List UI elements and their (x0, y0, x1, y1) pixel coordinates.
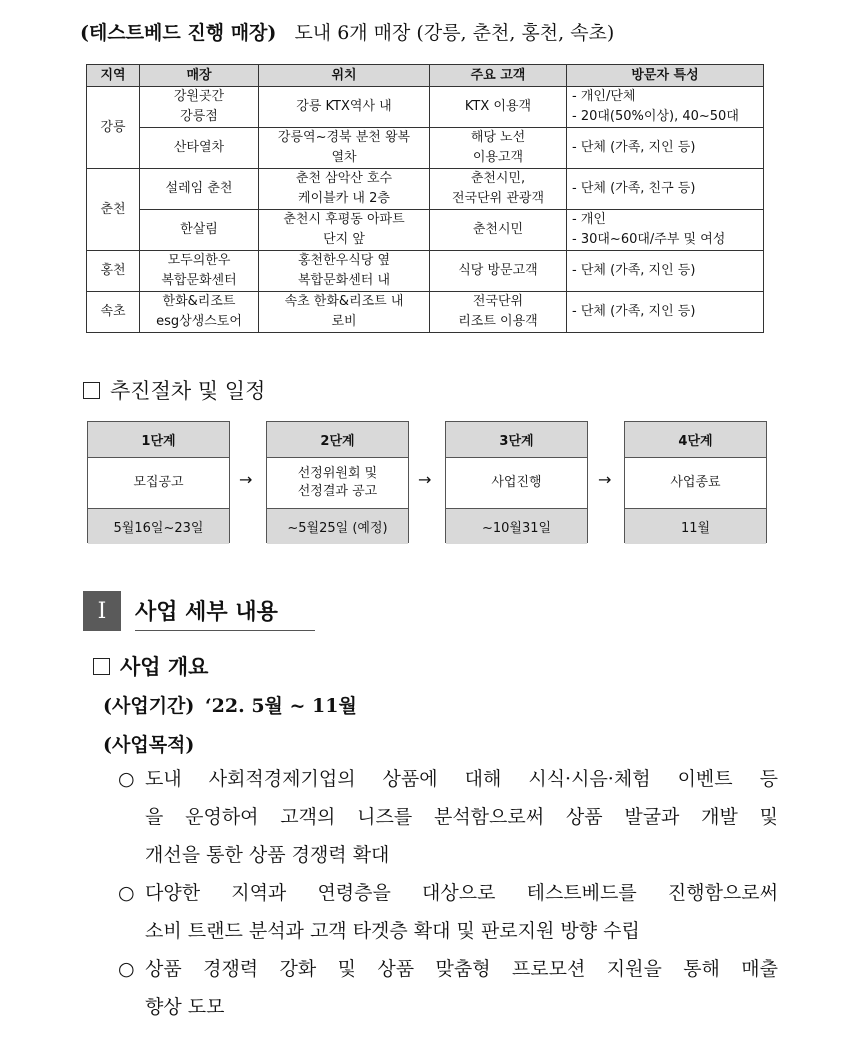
step-stage: 1단계 (88, 422, 229, 458)
location-text-2: 단지 앞 (323, 232, 365, 247)
flow-step-4 (624, 421, 767, 543)
overview-title-text: 사업 개요 (120, 654, 209, 679)
bullet-line: 소비 트랜드 분석과 고객 타겟층 확대 및 판로지원 방향 수립 (145, 920, 640, 942)
store-cell (140, 292, 259, 333)
location-cell (259, 292, 430, 333)
bullet-line: 다양한 지역과 연령층을 대상으로 테스트베드를 진행함으로써 (145, 882, 778, 904)
customer-cell (430, 128, 567, 169)
store-cell (140, 87, 259, 128)
step-task (625, 458, 766, 509)
arrow-right-icon: → (598, 470, 612, 489)
circle-bullet-icon: ○ (118, 958, 135, 980)
step-stage: 3단계 (446, 422, 587, 458)
customer-cell (430, 292, 567, 333)
location-cell (259, 128, 430, 169)
location-text-2: 복합문화센터 내 (297, 273, 391, 288)
header-location: 위치 (259, 65, 430, 87)
customer-text-2: 이용고객 (472, 150, 524, 165)
customer-text: 해당 노선 (470, 130, 526, 145)
customer-text: 춘천시민, (470, 171, 526, 186)
arrow-right-icon: → (418, 470, 432, 489)
circle-bullet-icon: ○ (118, 882, 135, 904)
overview-title (93, 651, 208, 681)
step-date: ~10월31일 (446, 509, 587, 544)
step-stage: 4단계 (625, 422, 766, 458)
store-cell (140, 251, 259, 292)
location-text-2: 로비 (331, 314, 357, 329)
step-task (446, 458, 587, 509)
step-task (267, 458, 408, 509)
region-cell: 강릉 (87, 87, 140, 169)
location-cell (259, 210, 430, 251)
section-number-badge: Ⅰ (83, 591, 121, 631)
visitor-text: - 단체 (가족, 친구 등) (572, 181, 696, 196)
period-value: ‘22. 5월 ~ 11월 (205, 695, 357, 717)
store-name: 한살림 (180, 222, 218, 237)
store-name: 강원곳간 (173, 89, 225, 104)
bullet-line: 을 운영하여 고객의 니즈를 분석함으로써 상품 발굴과 개발 및 (145, 806, 778, 828)
step-stage: 2단계 (267, 422, 408, 458)
header-visitor: 방문자 특성 (567, 65, 764, 87)
table-row (87, 251, 764, 292)
table-row (87, 169, 764, 210)
location-text-2: 열차 (331, 150, 357, 165)
step-date: ~5월25일 (예정) (267, 509, 408, 544)
table-row (87, 128, 764, 169)
step-date: 5월16일~23일 (88, 509, 229, 544)
visitor-cell (567, 251, 764, 292)
store-name: 산타열차 (173, 140, 225, 155)
location-cell (259, 169, 430, 210)
step-task-text: 모집공고 (133, 475, 184, 490)
visitor-text: - 개인/단체 (572, 89, 636, 104)
table-row (87, 292, 764, 333)
visitor-text-2: - 30대~60대/주부 및 여성 (572, 232, 726, 247)
customer-text-2: 전국단위 관광객 (451, 191, 545, 206)
period-line (103, 691, 357, 718)
flow-step-2 (266, 421, 409, 543)
header-region: 지역 (87, 65, 140, 87)
customer-text-2: 리조트 이용객 (458, 314, 538, 329)
customer-text: 전국단위 (472, 294, 524, 309)
store-cell (140, 210, 259, 251)
procedure-title (83, 375, 265, 405)
purpose-bullet-1 (118, 760, 778, 874)
store-name-2: 강릉점 (180, 109, 218, 124)
bullet-line: 도내 사회적경제기업의 상품에 대해 시식·시음·체험 이벤트 등 (145, 768, 778, 790)
location-cell (259, 87, 430, 128)
table-row (87, 87, 764, 128)
visitor-text: - 단체 (가족, 지인 등) (572, 263, 696, 278)
region-cell: 춘천 (87, 169, 140, 251)
store-name: 설레임 춘천 (165, 181, 233, 196)
store-name-2: esg상생스토어 (156, 314, 242, 329)
visitor-cell (567, 128, 764, 169)
region-cell: 속초 (87, 292, 140, 333)
customer-text: KTX 이용객 (464, 99, 532, 114)
store-heading-label: (테스트베드 진행 매장) (80, 22, 277, 44)
bullet-line: 향상 도모 (145, 996, 225, 1018)
location-text-2: 케이블카 내 2층 (298, 191, 390, 206)
location-cell (259, 251, 430, 292)
table-row (87, 210, 764, 251)
store-name-2: 복합문화센터 (161, 273, 237, 288)
store-heading-text: 도내 6개 매장 (강릉, 춘천, 홍천, 속초) (294, 22, 615, 44)
visitor-cell (567, 292, 764, 333)
procedure-title-text: 추진절차 및 일정 (110, 379, 266, 403)
header-store: 매장 (140, 65, 259, 87)
location-text: 춘천 삼악산 호수 (295, 171, 393, 186)
step-date: 11월 (625, 509, 766, 544)
store-heading (80, 18, 614, 45)
customer-cell (430, 169, 567, 210)
location-text: 강릉 KTX역사 내 (296, 99, 392, 114)
bullet-line: 개선을 통한 상품 경쟁력 확대 (145, 844, 390, 866)
header-customer: 주요 고객 (430, 65, 567, 87)
circle-bullet-icon: ○ (118, 768, 135, 790)
step-task-text-2: 선정결과 공고 (297, 484, 378, 499)
flow-step-3 (445, 421, 588, 543)
purpose-bullet-3 (118, 950, 778, 1026)
square-bullet-icon (83, 382, 100, 399)
visitor-text: - 단체 (가족, 지인 등) (572, 140, 696, 155)
period-label: (사업기간) (103, 695, 195, 717)
visitor-text: - 단체 (가족, 지인 등) (572, 304, 696, 319)
purpose-label: (사업목적) (103, 734, 195, 756)
step-task (88, 458, 229, 509)
flow-step-1 (87, 421, 230, 543)
visitor-cell (567, 169, 764, 210)
location-text: 춘천시 후평동 아파트 (283, 212, 405, 227)
bullet-line: 상품 경쟁력 강화 및 상품 맞춤형 프로모션 지원을 통해 매출 (145, 958, 778, 980)
arrow-right-icon: → (239, 470, 253, 489)
location-text: 홍천한우식당 옆 (297, 253, 391, 268)
store-cell (140, 169, 259, 210)
customer-cell (430, 251, 567, 292)
location-text: 속초 한화&리조트 내 (284, 294, 404, 309)
step-task-text: 사업종료 (670, 475, 721, 490)
visitor-cell (567, 210, 764, 251)
visitor-text: - 개인 (572, 212, 606, 227)
store-name: 한화&리조트 (162, 294, 236, 309)
customer-text: 식당 방문고객 (458, 263, 538, 278)
section-title: 사업 세부 내용 (135, 595, 315, 631)
location-text: 강릉역~경북 분천 왕복 (277, 130, 411, 145)
store-cell (140, 128, 259, 169)
step-task-text: 사업진행 (491, 475, 542, 490)
visitor-cell (567, 87, 764, 128)
customer-text: 춘천시민 (472, 222, 524, 237)
store-name: 모두의한우 (167, 253, 231, 268)
store-table (86, 64, 764, 333)
customer-cell (430, 210, 567, 251)
region-cell: 홍천 (87, 251, 140, 292)
square-bullet-icon (93, 658, 110, 675)
customer-cell (430, 87, 567, 128)
purpose-bullet-2 (118, 874, 778, 950)
step-task-text: 선정위원회 및 (297, 466, 378, 481)
table-header-row (87, 65, 764, 87)
visitor-text-2: - 20대(50%이상), 40~50대 (572, 109, 739, 124)
